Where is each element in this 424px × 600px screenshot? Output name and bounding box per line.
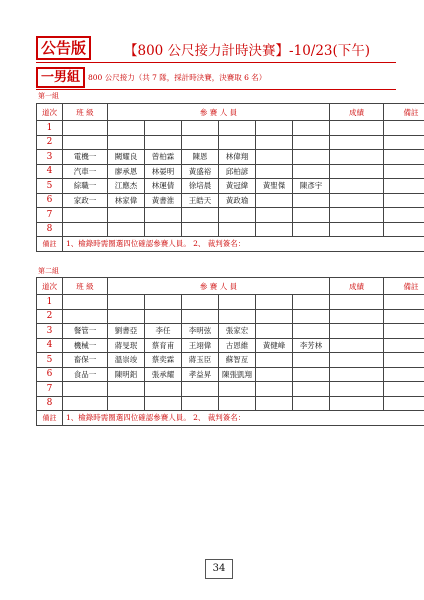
- group-divider: [36, 89, 396, 90]
- member-cell: 黃書淮: [145, 193, 182, 208]
- page-header: [36, 36, 396, 60]
- member-cell: [293, 193, 330, 208]
- unit-cell: 綜職一: [63, 179, 108, 194]
- member-cell: 徐培晨: [182, 179, 219, 194]
- note-cell: [384, 309, 424, 324]
- member-cell: 溫崇竣: [108, 353, 145, 368]
- member-cell: [256, 193, 293, 208]
- group-label: 一男組: [36, 67, 85, 88]
- lane-cell: 8: [37, 222, 63, 237]
- lane-header: 道次: [37, 104, 63, 121]
- member-cell: [182, 208, 219, 223]
- lane-cell: 5: [37, 353, 63, 368]
- member-cell: [182, 222, 219, 237]
- lane-cell: 8: [37, 396, 63, 411]
- member-cell: [145, 208, 182, 223]
- unit-cell: 機械一: [63, 338, 108, 353]
- note-row: [37, 237, 424, 252]
- member-cell: 林晏明: [145, 164, 182, 179]
- member-cell: 劉書亞: [108, 324, 145, 339]
- note-cell: [384, 193, 424, 208]
- heat-body: [37, 295, 424, 426]
- member-cell: [108, 396, 145, 411]
- member-cell: [256, 382, 293, 397]
- member-cell: [145, 222, 182, 237]
- lane-cell: 6: [37, 193, 63, 208]
- member-cell: [293, 135, 330, 150]
- note-cell: [384, 324, 424, 339]
- member-cell: [293, 121, 330, 136]
- note-label: 備註: [37, 411, 63, 426]
- member-cell: 曾柏霖: [145, 150, 182, 165]
- member-cell: [219, 135, 256, 150]
- event-title: 【800 公尺接力計時決賽】-10/23(下午): [124, 43, 371, 59]
- result-cell: [330, 135, 384, 150]
- member-cell: [256, 309, 293, 324]
- lane-cell: 4: [37, 164, 63, 179]
- unit-cell: [63, 396, 108, 411]
- header-divider: [36, 62, 396, 63]
- heat-table: [36, 277, 424, 426]
- member-cell: [219, 208, 256, 223]
- result-cell: [330, 208, 384, 223]
- lane-cell: 3: [37, 150, 63, 165]
- member-cell: [256, 164, 293, 179]
- member-cell: [219, 121, 256, 136]
- member-cell: 王翊偉: [182, 338, 219, 353]
- group-description: 800 公尺接力（共 7 隊，採計時決賽，決賽取 6 名）: [88, 73, 267, 82]
- member-cell: 林家偉: [108, 193, 145, 208]
- table-row: [37, 193, 424, 208]
- note-cell: [384, 121, 424, 136]
- members-header: 參 賽 人 員: [108, 104, 330, 121]
- member-cell: [293, 396, 330, 411]
- result-cell: [330, 179, 384, 194]
- table-row: [37, 208, 424, 223]
- table-row: [37, 121, 424, 136]
- heat-table: [36, 103, 424, 252]
- member-cell: 張家宏: [219, 324, 256, 339]
- member-cell: [108, 222, 145, 237]
- result-cell: [330, 367, 384, 382]
- lane-cell: 1: [37, 295, 63, 310]
- member-cell: 古恩維: [219, 338, 256, 353]
- member-cell: 張承耀: [145, 367, 182, 382]
- member-cell: 廖承恩: [108, 164, 145, 179]
- member-cell: 陳明鋁: [108, 367, 145, 382]
- member-cell: 陳恩: [182, 150, 219, 165]
- member-cell: [256, 295, 293, 310]
- table-row: [37, 338, 424, 353]
- member-cell: [145, 295, 182, 310]
- lane-cell: 4: [37, 338, 63, 353]
- unit-cell: 家政一: [63, 193, 108, 208]
- member-cell: [145, 121, 182, 136]
- member-cell: 黃聖傑: [256, 179, 293, 194]
- member-cell: [108, 208, 145, 223]
- result-header: 成績: [330, 104, 384, 121]
- member-cell: 蘇智亙: [219, 353, 256, 368]
- lane-cell: 5: [37, 179, 63, 194]
- unit-cell: [63, 222, 108, 237]
- table-row: [37, 164, 424, 179]
- member-cell: [182, 396, 219, 411]
- member-cell: [256, 396, 293, 411]
- member-cell: [256, 353, 293, 368]
- member-cell: [219, 309, 256, 324]
- note-text: 1、檢錄時需圈選四位確認參賽人員。 2、 裁判簽名：: [63, 237, 424, 252]
- member-cell: [145, 135, 182, 150]
- lane-cell: 2: [37, 309, 63, 324]
- member-cell: 黃盛裕: [182, 164, 219, 179]
- note-cell: [384, 135, 424, 150]
- member-cell: 闕耀良: [108, 150, 145, 165]
- notice-label: 公告版: [36, 36, 91, 60]
- table-row: [37, 179, 424, 194]
- member-cell: [145, 382, 182, 397]
- unit-cell: [63, 121, 108, 136]
- note-label: 備註: [37, 237, 63, 252]
- lane-cell: 3: [37, 324, 63, 339]
- member-cell: [219, 396, 256, 411]
- member-cell: [256, 208, 293, 223]
- member-cell: 蔡奕霖: [145, 353, 182, 368]
- member-cell: [108, 135, 145, 150]
- member-cell: [182, 382, 219, 397]
- lane-cell: 6: [37, 367, 63, 382]
- unit-cell: 汽車一: [63, 164, 108, 179]
- member-cell: [293, 367, 330, 382]
- lane-cell: 2: [37, 135, 63, 150]
- lane-cell: 7: [37, 208, 63, 223]
- member-cell: [256, 121, 293, 136]
- result-cell: [330, 338, 384, 353]
- group-row: [36, 67, 396, 87]
- note-text: 1、檢錄時需圈選四位確認參賽人員。 2、 裁判簽名：: [63, 411, 424, 426]
- member-cell: [293, 295, 330, 310]
- unit-header: 班 級: [63, 104, 108, 121]
- result-cell: [330, 150, 384, 165]
- table-row: [37, 396, 424, 411]
- table-row: [37, 382, 424, 397]
- member-cell: 林運倩: [145, 179, 182, 194]
- member-cell: 蔣玉臣: [182, 353, 219, 368]
- unit-cell: 餐管一: [63, 324, 108, 339]
- member-cell: [256, 324, 293, 339]
- unit-cell: [63, 208, 108, 223]
- result-cell: [330, 309, 384, 324]
- note-cell: [384, 353, 424, 368]
- member-cell: [293, 164, 330, 179]
- note-row: [37, 411, 424, 426]
- member-cell: 孝益昇: [182, 367, 219, 382]
- member-cell: 黃健峰: [256, 338, 293, 353]
- note-cell: [384, 367, 424, 382]
- member-cell: [256, 222, 293, 237]
- note-cell: [384, 208, 424, 223]
- member-cell: 蔡育甫: [145, 338, 182, 353]
- member-cell: 林偉翔: [219, 150, 256, 165]
- member-cell: [293, 150, 330, 165]
- member-cell: 王皓天: [182, 193, 219, 208]
- lane-cell: 7: [37, 382, 63, 397]
- note-header: 備註: [384, 104, 424, 121]
- note-cell: [384, 338, 424, 353]
- note-cell: [384, 382, 424, 397]
- member-cell: [293, 382, 330, 397]
- note-header: 備註: [384, 278, 424, 295]
- result-cell: [330, 222, 384, 237]
- member-cell: 李任: [145, 324, 182, 339]
- unit-cell: 食品一: [63, 367, 108, 382]
- table-header-row: [37, 278, 424, 295]
- member-cell: [182, 295, 219, 310]
- heat-label: 第二組: [38, 267, 59, 275]
- member-cell: 蔣旻珉: [108, 338, 145, 353]
- member-cell: 邱柏諺: [219, 164, 256, 179]
- member-cell: 李芳林: [293, 338, 330, 353]
- table-row: [37, 367, 424, 382]
- table-row: [37, 353, 424, 368]
- member-cell: [256, 367, 293, 382]
- lane-header: 道次: [37, 278, 63, 295]
- table-row: [37, 324, 424, 339]
- table-header-row: [37, 104, 424, 121]
- unit-cell: 電機一: [63, 150, 108, 165]
- table-row: [37, 222, 424, 237]
- member-cell: [293, 309, 330, 324]
- member-cell: [293, 208, 330, 223]
- member-cell: [293, 353, 330, 368]
- member-cell: [108, 382, 145, 397]
- unit-cell: [63, 382, 108, 397]
- note-cell: [384, 164, 424, 179]
- members-header: 參 賽 人 員: [108, 278, 330, 295]
- unit-header: 班 級: [63, 278, 108, 295]
- result-cell: [330, 382, 384, 397]
- member-cell: 李明弦: [182, 324, 219, 339]
- member-cell: [256, 135, 293, 150]
- note-cell: [384, 150, 424, 165]
- table-row: [37, 309, 424, 324]
- result-cell: [330, 324, 384, 339]
- member-cell: [293, 222, 330, 237]
- result-header: 成績: [330, 278, 384, 295]
- member-cell: 陳張凱翔: [219, 367, 256, 382]
- result-cell: [330, 164, 384, 179]
- result-cell: [330, 193, 384, 208]
- member-cell: [219, 222, 256, 237]
- unit-cell: [63, 309, 108, 324]
- member-cell: [108, 309, 145, 324]
- member-cell: 黃冠緯: [219, 179, 256, 194]
- result-cell: [330, 121, 384, 136]
- table-row: [37, 150, 424, 165]
- note-cell: [384, 222, 424, 237]
- member-cell: [293, 324, 330, 339]
- lane-cell: 1: [37, 121, 63, 136]
- unit-cell: 畜保一: [63, 353, 108, 368]
- table-row: [37, 295, 424, 310]
- member-cell: [182, 121, 219, 136]
- note-cell: [384, 295, 424, 310]
- unit-cell: [63, 135, 108, 150]
- result-cell: [330, 353, 384, 368]
- member-cell: 江應杰: [108, 179, 145, 194]
- heat-body: [37, 121, 424, 252]
- member-cell: [182, 135, 219, 150]
- result-cell: [330, 396, 384, 411]
- note-cell: [384, 179, 424, 194]
- result-cell: [330, 295, 384, 310]
- member-cell: [219, 295, 256, 310]
- member-cell: 黃政瑜: [219, 193, 256, 208]
- member-cell: [182, 309, 219, 324]
- table-row: [37, 135, 424, 150]
- note-cell: [384, 396, 424, 411]
- member-cell: [108, 121, 145, 136]
- member-cell: [108, 295, 145, 310]
- member-cell: [145, 309, 182, 324]
- member-cell: 陳彥宇: [293, 179, 330, 194]
- heat-label: 第一組: [38, 92, 59, 100]
- page-number: 34: [205, 559, 233, 579]
- member-cell: [256, 150, 293, 165]
- member-cell: [219, 382, 256, 397]
- unit-cell: [63, 295, 108, 310]
- member-cell: [145, 396, 182, 411]
